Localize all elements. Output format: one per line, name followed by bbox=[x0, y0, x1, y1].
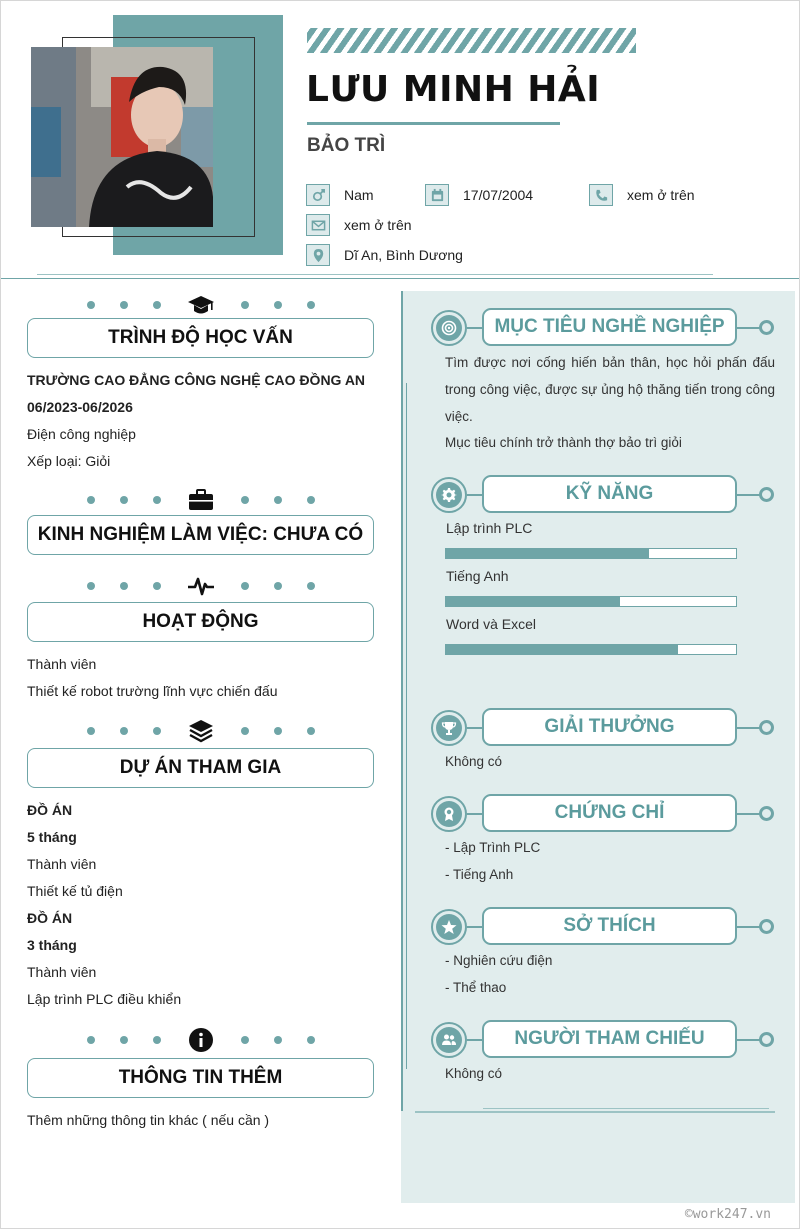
name-underline bbox=[307, 122, 560, 125]
skill-2-bar bbox=[445, 596, 737, 607]
objective-main: Mục tiêu chính trở thành thợ bảo trì giỏi bbox=[445, 435, 682, 450]
users-icon bbox=[436, 1027, 462, 1053]
certificate-2: - Tiếng Anh bbox=[445, 867, 514, 882]
skills-heading bbox=[431, 475, 776, 515]
projects-divider bbox=[81, 716, 321, 746]
awards-text: Không có bbox=[445, 754, 503, 769]
projects-heading: DỰ ÁN THAM GIA bbox=[27, 748, 374, 788]
gender-icon bbox=[306, 184, 330, 206]
star-icon bbox=[436, 914, 462, 940]
phone-icon bbox=[589, 184, 613, 206]
activities-heading: HOẠT ĐỘNG bbox=[27, 602, 374, 642]
layers-icon bbox=[183, 717, 219, 745]
education-period: 06/2023-06/2026 bbox=[27, 399, 133, 415]
address-info bbox=[306, 244, 463, 266]
awards-heading bbox=[431, 708, 776, 748]
activities-divider bbox=[81, 571, 321, 601]
hobbies-title: SỞ THÍCH bbox=[482, 907, 737, 945]
email-value: xem ở trên bbox=[344, 217, 412, 233]
location-icon bbox=[306, 244, 330, 266]
skill-2-label: Tiếng Anh bbox=[446, 568, 509, 584]
target-icon bbox=[436, 315, 462, 341]
trophy-icon bbox=[436, 715, 462, 741]
skill-3-bar bbox=[445, 644, 737, 655]
header-divider-inner bbox=[37, 274, 713, 275]
awards-title: GIẢI THƯỞNG bbox=[482, 708, 737, 746]
mail-icon bbox=[306, 214, 330, 236]
skill-1-bar bbox=[445, 548, 737, 559]
watermark: ©work247.vn bbox=[684, 1207, 771, 1222]
certificates-heading bbox=[431, 794, 776, 834]
extra-divider bbox=[81, 1025, 321, 1055]
header-divider bbox=[1, 278, 800, 279]
references-title: NGƯỜI THAM CHIẾU bbox=[482, 1020, 737, 1058]
header-stripe-bar bbox=[307, 28, 636, 53]
activities-line-1: Thành viên bbox=[27, 656, 97, 672]
experience-heading: KINH NGHIỆM LÀM VIỆC: CHƯA CÓ bbox=[27, 515, 374, 555]
hobbies-heading bbox=[431, 907, 776, 947]
profile-photo bbox=[31, 47, 213, 227]
education-divider bbox=[81, 290, 321, 320]
certificates-title: CHỨNG CHỈ bbox=[482, 794, 737, 832]
project-1-name: ĐỒ ÁN bbox=[27, 802, 73, 818]
gear-icon bbox=[436, 482, 462, 508]
address-value: Dĩ An, Bình Dương bbox=[344, 247, 463, 263]
hobby-2: - Thể thao bbox=[445, 980, 507, 995]
project-2-duration: 3 tháng bbox=[27, 937, 77, 953]
project-1-desc: Thiết kế tủ điện bbox=[27, 883, 123, 899]
objective-text: Tìm được nơi cống hiến bản thân, học hỏi phấn đấu trong công việc, được sự ủng hộ thăng tiến trong công việc. bbox=[445, 355, 775, 424]
project-1-role: Thành viên bbox=[27, 856, 97, 872]
gender-info bbox=[306, 184, 374, 206]
skill-1-fill bbox=[446, 549, 649, 558]
candidate-name: LƯU MINH HẢI bbox=[306, 69, 601, 110]
right-footer-line-inner bbox=[483, 1108, 769, 1109]
education-major: Điện công nghiệp bbox=[27, 426, 136, 442]
phone-value: xem ở trên bbox=[627, 187, 695, 203]
email-info bbox=[306, 214, 412, 236]
skill-3-fill bbox=[446, 645, 678, 654]
briefcase-icon bbox=[183, 486, 219, 514]
references-heading bbox=[431, 1020, 776, 1060]
pulse-icon bbox=[183, 572, 219, 600]
project-2-desc: Lập trình PLC điều khiển bbox=[27, 991, 182, 1007]
extra-text: Thêm những thông tin khác ( nếu cần ) bbox=[27, 1112, 270, 1128]
certificate-1: - Lập Trình PLC bbox=[445, 840, 541, 855]
right-panel-inner-line bbox=[406, 383, 407, 1069]
objective-title: MỤC TIÊU NGHỀ NGHIỆP bbox=[482, 308, 737, 346]
candidate-role: BẢO TRÌ bbox=[307, 135, 386, 156]
project-2-role: Thành viên bbox=[27, 964, 97, 980]
medal-icon bbox=[436, 801, 462, 827]
gender-value: Nam bbox=[344, 187, 374, 203]
info-icon bbox=[183, 1026, 219, 1054]
education-grade: Xếp loại: Giỏi bbox=[27, 453, 111, 469]
birthday-info bbox=[425, 184, 533, 206]
references-text: Không có bbox=[445, 1066, 503, 1081]
skill-1-label: Lập trình PLC bbox=[446, 520, 533, 536]
hobby-1: - Nghiên cứu điện bbox=[445, 953, 553, 968]
education-heading: TRÌNH ĐỘ HỌC VẤN bbox=[27, 318, 374, 358]
education-school: TRƯỜNG CAO ĐẲNG CÔNG NGHỆ CAO ĐỒNG AN bbox=[27, 372, 366, 388]
birthday-value: 17/07/2004 bbox=[463, 187, 534, 203]
graduation-cap-icon bbox=[183, 291, 219, 319]
project-2-name: ĐỒ ÁN bbox=[27, 910, 73, 926]
skill-3-label: Word và Excel bbox=[446, 616, 536, 632]
experience-divider bbox=[81, 485, 321, 515]
phone-info bbox=[589, 184, 695, 206]
skills-title: KỸ NĂNG bbox=[482, 475, 737, 513]
objective-heading bbox=[431, 308, 776, 348]
project-1-duration: 5 tháng bbox=[27, 829, 77, 845]
activities-line-2: Thiết kế robot trường lĩnh vực chiến đấu bbox=[27, 683, 278, 699]
extra-heading: THÔNG TIN THÊM bbox=[27, 1058, 374, 1098]
right-panel-border bbox=[401, 291, 403, 1111]
calendar-icon bbox=[425, 184, 449, 206]
skill-2-fill bbox=[446, 597, 620, 606]
right-footer-line bbox=[415, 1111, 775, 1113]
